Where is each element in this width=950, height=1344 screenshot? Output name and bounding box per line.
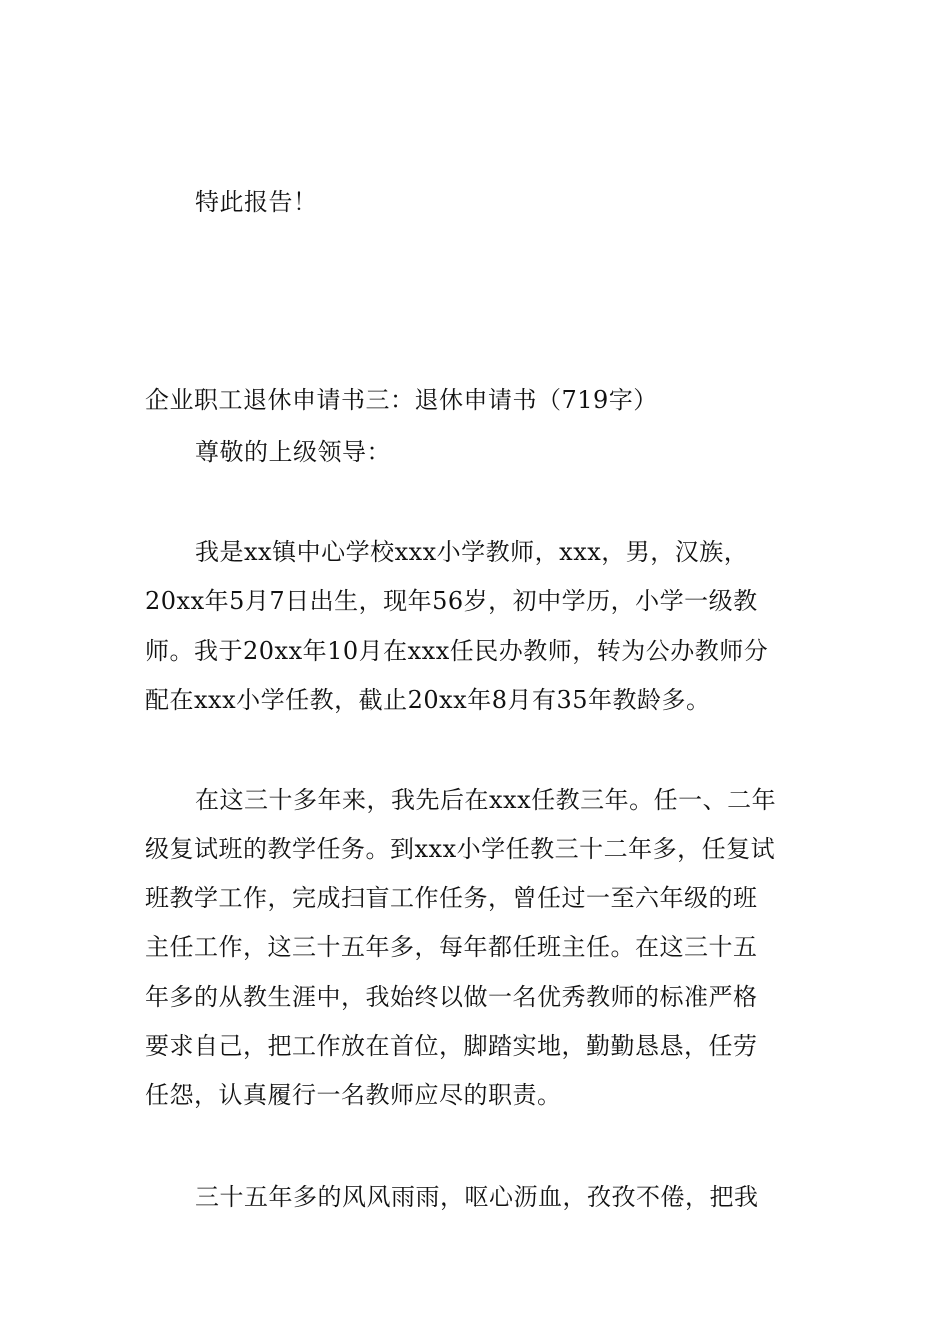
salutation: 尊敬的上级领导： (195, 438, 391, 466)
paragraph-1-line-1: 我是xx镇中心学校xxx小学教师，xxx，男，汉族， (195, 538, 749, 566)
paragraph-1-line-3: 师。我于20xx年10月在xxx任民办教师，转为公办教师分 (145, 637, 769, 665)
paragraph-1-line-2: 20xx年5月7日出生，现年56岁，初中学历，小学一级教 (145, 587, 758, 615)
paragraph-3-line-1: 三十五年多的风风雨雨，呕心沥血，孜孜不倦，把我 (195, 1183, 759, 1211)
paragraph-2-line-1: 在这三十多年来，我先后在xxx任教三年。任一、二年 (195, 786, 777, 814)
closing-line: 特此报告！ (195, 188, 318, 216)
paragraph-2-line-4: 主任工作，这三十五年多，每年都任班主任。在这三十五 (145, 933, 758, 961)
paragraph-2-line-5: 年多的从教生涯中，我始终以做一名优秀教师的标准严格 (145, 983, 758, 1011)
paragraph-2-line-3: 班教学工作，完成扫盲工作任务，曾任过一至六年级的班 (145, 884, 758, 912)
section-title: 企业职工退休申请书三：退休申请书（719字） (145, 386, 658, 414)
paragraph-1-line-4: 配在xxx小学任教，截止20xx年8月有35年教龄多。 (145, 686, 711, 714)
paragraph-2-line-2: 级复试班的教学任务。到xxx小学任教三十二年多，任复试 (145, 835, 776, 863)
paragraph-2-line-7: 任怨，认真履行一名教师应尽的职责。 (145, 1081, 562, 1109)
paragraph-2-line-6: 要求自己，把工作放在首位，脚踏实地，勤勤恳恳，任劳 (145, 1032, 758, 1060)
